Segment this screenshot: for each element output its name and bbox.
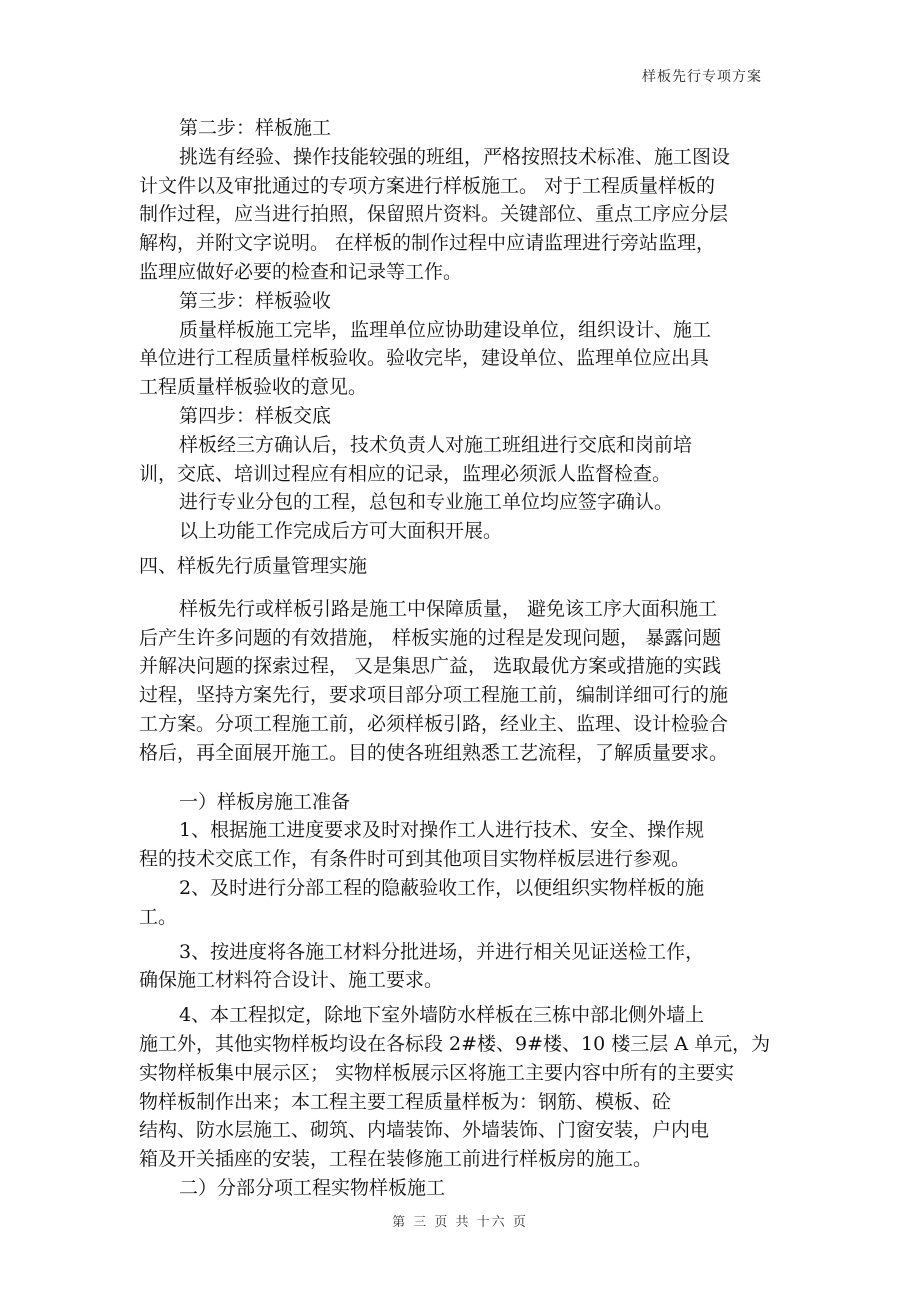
section-four-heading: 四、样板先行质量管理实施: [139, 554, 368, 577]
list-item-4: 4、本工程拟定，除地下室外墙防水样板在三栋中部北侧外墙上: [179, 1004, 705, 1027]
subsection-two-heading: 二）分部分项工程实物样板施工: [179, 1176, 446, 1199]
paragraph-line: 训，交底、培训过程应有相应的记录，监理必须派人监督检查。: [139, 462, 672, 485]
paragraph-line: 监理应做好必要的检查和记录等工作。: [139, 260, 463, 283]
paragraph-line: 进行专业分包的工程，总包和专业施工单位均应签字确认。: [179, 491, 674, 514]
paragraph-line: 程的技术交底工作，有条件时可到其他项目实物样板层进行参观。: [139, 848, 691, 871]
page-footer-number: 第 三 页 共 十六 页: [392, 1215, 528, 1230]
paragraph-line: 质量样板施工完毕，监理单位应协助建设单位，组织设计、施工: [179, 318, 712, 341]
paragraph-line: 实物样板集中展示区； 实物样板展示区将施工主要内容中所有的主要实: [139, 1061, 735, 1084]
paragraph-line: 过程，坚持方案先行，要求项目部分项工程施工前，编制详细可行的施: [139, 684, 729, 707]
paragraph-line: 并解决问题的探索过程， 又是集思广益， 选取最优方案或措施的实践: [139, 655, 722, 678]
page-header-title: 样板先行专项方案: [642, 69, 762, 85]
paragraph-line: 解构，并附文字说明。 在样板的制作过程中应请监理进行旁站监理，: [139, 232, 716, 255]
paragraph-line: 单位进行工程质量样板验收。验收完毕，建设单位、监理单位应出具: [139, 347, 710, 370]
paragraph-line: 结构、防水层施工、砌筑、内墙装饰、外墙装饰、门窗安装，户内电: [139, 1119, 710, 1142]
step-four-heading: 第四步：样板交底: [179, 404, 332, 427]
paragraph-line: 工方案。分项工程施工前，必须样板引路，经业主、监理、设计检验合: [139, 712, 729, 735]
paragraph-line: 箱及开关插座的安装，工程在装修施工前进行样板房的施工。: [139, 1148, 653, 1171]
paragraph-line: 工程质量样板验收的意见。: [139, 376, 368, 399]
step-two-heading: 第二步：样板施工: [179, 117, 332, 139]
paragraph-line: 后产生许多问题的有效措施， 样板实施的过程是发现问题， 暴露问题: [139, 626, 722, 649]
subsection-one-heading: 一）样板房施工准备: [179, 790, 351, 813]
paragraph-line: 工。: [139, 905, 178, 928]
paragraph-line: 计文件以及审批通过的专项方案进行样板施工。 对于工程质量样板的: [139, 174, 716, 197]
paragraph-line: 施工外，其他实物样板均设在各标段 2#楼、9#楼、10 楼三层 A 单元，为: [139, 1032, 771, 1055]
paragraph-line: 以上功能工作完成后方可大面积开展。: [179, 520, 503, 543]
document-body: [139, 114, 779, 1203]
list-item-2: 2、及时进行分部工程的隐蔽验收工作，以便组织实物样板的施: [179, 876, 705, 899]
paragraph-line: 确保施工材料符合设计、施工要求。: [139, 969, 444, 992]
list-item-3: 3、按进度将各施工材料分批进场，并进行相关见证送检工作，: [179, 940, 705, 963]
paragraph-line: 样板先行或样板引路是施工中保障质量， 避免该工序大面积施工: [179, 597, 718, 620]
step-three-heading: 第三步：样板验收: [179, 289, 332, 312]
paragraph-line: 物样板制作出来；本工程主要工程质量样板为：钢筋、模板、砼: [139, 1090, 672, 1113]
list-item-1: 1、根据施工进度要求及时对操作工人进行技术、安全、操作规: [179, 819, 705, 842]
paragraph-line: 样板经三方确认后，技术负责人对施工班组进行交底和岗前培: [179, 433, 693, 456]
paragraph-line: 挑选有经验、操作技能较强的班组，严格按照技术标准、施工图设: [179, 145, 731, 168]
paragraph-line: 制作过程，应当进行拍照，保留照片资料。关键部位、重点工序应分层: [139, 203, 729, 226]
paragraph-line: 格后，再全面展开施工。目的使各班组熟悉工艺流程，了解质量要求。: [139, 741, 729, 764]
